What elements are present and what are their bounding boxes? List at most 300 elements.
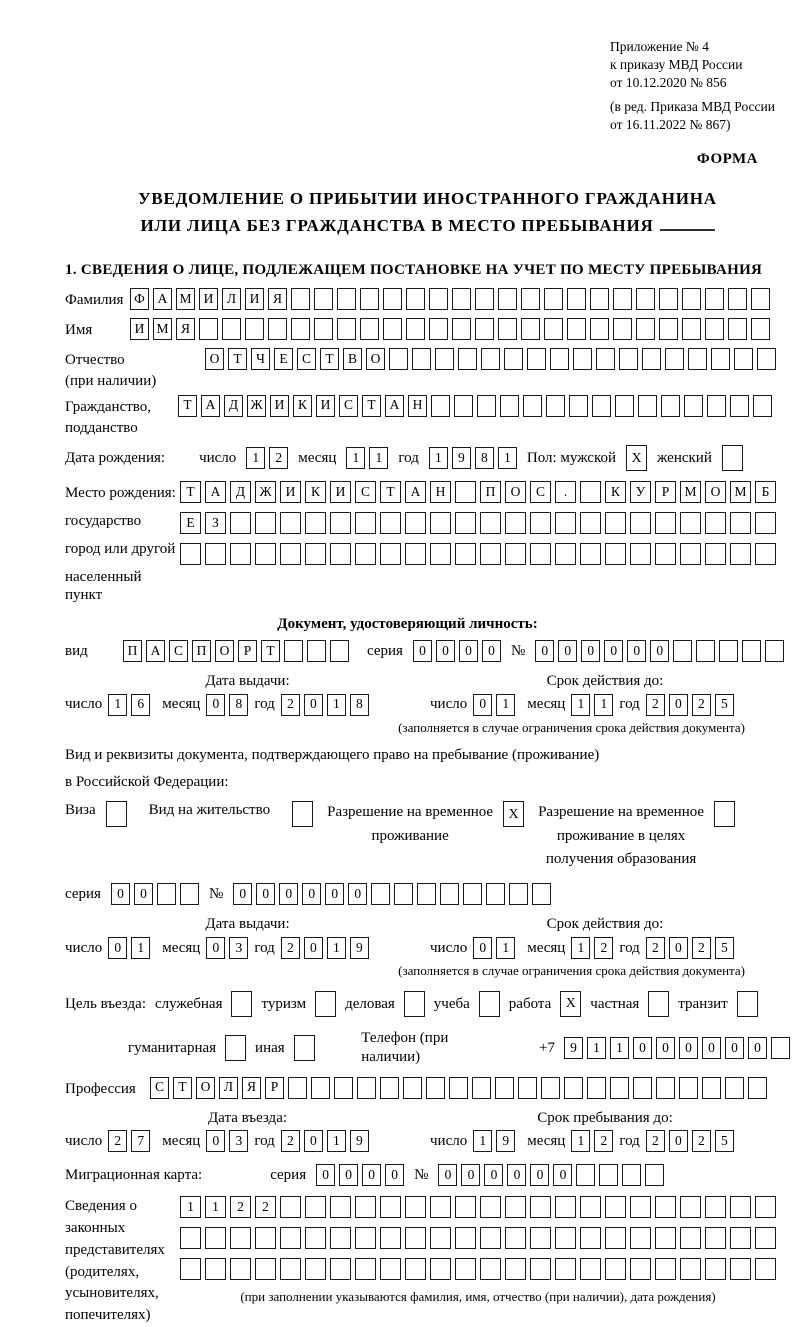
char-cell[interactable]: 0	[304, 1130, 323, 1152]
char-cell[interactable]	[530, 543, 551, 565]
residence-issue-day[interactable]	[108, 937, 150, 959]
char-cell[interactable]	[705, 543, 726, 565]
char-cell[interactable]	[655, 1258, 676, 1280]
char-cell[interactable]: 0	[633, 1037, 652, 1059]
char-cell[interactable]	[580, 481, 601, 503]
char-cell[interactable]: 2	[646, 937, 665, 959]
char-cell[interactable]: 2	[594, 937, 613, 959]
char-cell[interactable]	[523, 395, 542, 417]
char-cell[interactable]	[751, 318, 770, 340]
gender-female-checkbox[interactable]	[722, 445, 743, 471]
char-cell[interactable]	[725, 1077, 744, 1099]
char-cell[interactable]	[180, 543, 201, 565]
char-cell[interactable]: Р	[265, 1077, 284, 1099]
char-cell[interactable]: 2	[692, 937, 711, 959]
char-cell[interactable]	[475, 288, 494, 310]
char-cell[interactable]	[284, 640, 303, 662]
char-cell[interactable]: 0	[604, 640, 623, 662]
char-cell[interactable]: 1	[571, 694, 590, 716]
char-cell[interactable]	[380, 1196, 401, 1218]
char-cell[interactable]: 0	[108, 937, 127, 959]
char-cell[interactable]: 0	[459, 640, 478, 662]
char-cell[interactable]: 2	[108, 1130, 127, 1152]
char-cell[interactable]: М	[153, 318, 172, 340]
char-cell[interactable]	[655, 1196, 676, 1218]
purpose-1-checkbox[interactable]	[231, 991, 252, 1017]
char-cell[interactable]: 9	[496, 1130, 515, 1152]
birth-day-boxes[interactable]	[246, 447, 288, 469]
char-cell[interactable]: 0	[650, 640, 669, 662]
char-cell[interactable]	[305, 1227, 326, 1249]
char-cell[interactable]	[355, 543, 376, 565]
char-cell[interactable]	[230, 512, 251, 534]
char-cell[interactable]: А	[385, 395, 404, 417]
char-cell[interactable]: Д	[224, 395, 243, 417]
purpose-8-checkbox[interactable]	[225, 1035, 246, 1061]
char-cell[interactable]	[205, 1227, 226, 1249]
char-cell[interactable]: П	[123, 640, 142, 662]
char-cell[interactable]: К	[605, 481, 626, 503]
char-cell[interactable]: 9	[350, 937, 369, 959]
char-cell[interactable]: Н	[408, 395, 427, 417]
char-cell[interactable]	[383, 318, 402, 340]
char-cell[interactable]	[555, 1258, 576, 1280]
char-cell[interactable]: 0	[233, 883, 252, 905]
char-cell[interactable]	[655, 543, 676, 565]
char-cell[interactable]: 8	[475, 447, 494, 469]
purpose-4-checkbox[interactable]	[479, 991, 500, 1017]
char-cell[interactable]	[555, 1196, 576, 1218]
char-cell[interactable]: 0	[279, 883, 298, 905]
char-cell[interactable]	[475, 318, 494, 340]
char-cell[interactable]: 0	[256, 883, 275, 905]
legal-reps-row-1[interactable]	[180, 1196, 776, 1218]
char-cell[interactable]	[180, 1258, 201, 1280]
char-cell[interactable]	[405, 512, 426, 534]
char-cell[interactable]	[500, 395, 519, 417]
char-cell[interactable]: 8	[350, 694, 369, 716]
char-cell[interactable]	[371, 883, 390, 905]
char-cell[interactable]	[355, 1258, 376, 1280]
stay-day[interactable]	[473, 1130, 515, 1152]
char-cell[interactable]	[452, 318, 471, 340]
doc-type-boxes[interactable]	[123, 640, 349, 662]
char-cell[interactable]	[360, 288, 379, 310]
char-cell[interactable]: 0	[627, 640, 646, 662]
char-cell[interactable]	[355, 512, 376, 534]
char-cell[interactable]	[449, 1077, 468, 1099]
char-cell[interactable]	[705, 318, 724, 340]
char-cell[interactable]	[753, 395, 772, 417]
char-cell[interactable]: 2	[269, 447, 288, 469]
char-cell[interactable]	[314, 318, 333, 340]
char-cell[interactable]: И	[270, 395, 289, 417]
char-cell[interactable]: 2	[230, 1196, 251, 1218]
name-boxes[interactable]	[130, 318, 770, 340]
char-cell[interactable]	[615, 395, 634, 417]
char-cell[interactable]: 1	[496, 694, 515, 716]
doc-series-boxes[interactable]	[413, 640, 501, 662]
char-cell[interactable]: М	[680, 481, 701, 503]
char-cell[interactable]	[504, 348, 523, 370]
char-cell[interactable]	[546, 395, 565, 417]
char-cell[interactable]: 5	[715, 694, 734, 716]
char-cell[interactable]	[330, 512, 351, 534]
char-cell[interactable]	[605, 1258, 626, 1280]
char-cell[interactable]	[680, 1227, 701, 1249]
residence-valid-month[interactable]	[571, 937, 613, 959]
char-cell[interactable]	[573, 348, 592, 370]
char-cell[interactable]	[705, 512, 726, 534]
char-cell[interactable]	[630, 512, 651, 534]
char-cell[interactable]	[380, 543, 401, 565]
char-cell[interactable]: А	[201, 395, 220, 417]
patronymic-boxes[interactable]	[205, 348, 776, 370]
char-cell[interactable]	[383, 288, 402, 310]
char-cell[interactable]: Ж	[255, 481, 276, 503]
char-cell[interactable]	[599, 1164, 618, 1186]
char-cell[interactable]	[661, 395, 680, 417]
entry-month[interactable]	[206, 1130, 248, 1152]
char-cell[interactable]	[596, 348, 615, 370]
char-cell[interactable]: 2	[255, 1196, 276, 1218]
char-cell[interactable]	[455, 543, 476, 565]
char-cell[interactable]: Т	[180, 481, 201, 503]
char-cell[interactable]: 0	[134, 883, 153, 905]
char-cell[interactable]: Т	[228, 348, 247, 370]
char-cell[interactable]	[405, 543, 426, 565]
char-cell[interactable]	[705, 1227, 726, 1249]
char-cell[interactable]	[291, 318, 310, 340]
char-cell[interactable]	[613, 288, 632, 310]
char-cell[interactable]	[380, 1077, 399, 1099]
char-cell[interactable]	[555, 543, 576, 565]
char-cell[interactable]	[702, 1077, 721, 1099]
char-cell[interactable]	[665, 348, 684, 370]
char-cell[interactable]: Ч	[251, 348, 270, 370]
char-cell[interactable]: 0	[206, 1130, 225, 1152]
char-cell[interactable]: М	[176, 288, 195, 310]
char-cell[interactable]	[180, 1227, 201, 1249]
char-cell[interactable]: 1	[369, 447, 388, 469]
char-cell[interactable]	[481, 348, 500, 370]
char-cell[interactable]: 0	[304, 937, 323, 959]
char-cell[interactable]: О	[505, 481, 526, 503]
char-cell[interactable]	[412, 348, 431, 370]
char-cell[interactable]	[765, 640, 784, 662]
char-cell[interactable]: 1	[327, 694, 346, 716]
char-cell[interactable]	[405, 1258, 426, 1280]
char-cell[interactable]	[541, 1077, 560, 1099]
char-cell[interactable]: 0	[669, 937, 688, 959]
char-cell[interactable]: 0	[484, 1164, 503, 1186]
entry-year[interactable]	[281, 1130, 369, 1152]
char-cell[interactable]	[305, 543, 326, 565]
char-cell[interactable]	[405, 1227, 426, 1249]
birth-month-boxes[interactable]	[346, 447, 388, 469]
char-cell[interactable]	[530, 1227, 551, 1249]
char-cell[interactable]	[337, 288, 356, 310]
char-cell[interactable]: 1	[496, 937, 515, 959]
char-cell[interactable]	[728, 318, 747, 340]
char-cell[interactable]	[655, 512, 676, 534]
char-cell[interactable]	[255, 1258, 276, 1280]
char-cell[interactable]	[430, 543, 451, 565]
char-cell[interactable]	[330, 1227, 351, 1249]
char-cell[interactable]	[555, 1227, 576, 1249]
char-cell[interactable]: 0	[362, 1164, 381, 1186]
char-cell[interactable]: 0	[473, 694, 492, 716]
char-cell[interactable]	[205, 543, 226, 565]
char-cell[interactable]: .	[555, 481, 576, 503]
residence-series-boxes[interactable]	[111, 883, 199, 905]
migration-number-boxes[interactable]	[438, 1164, 664, 1186]
char-cell[interactable]	[480, 1258, 501, 1280]
char-cell[interactable]	[305, 1258, 326, 1280]
char-cell[interactable]	[532, 883, 551, 905]
char-cell[interactable]: 1	[131, 937, 150, 959]
char-cell[interactable]: 0	[581, 640, 600, 662]
char-cell[interactable]	[633, 1077, 652, 1099]
char-cell[interactable]	[719, 640, 738, 662]
char-cell[interactable]: 0	[669, 1130, 688, 1152]
char-cell[interactable]: 2	[281, 937, 300, 959]
char-cell[interactable]: 7	[131, 1130, 150, 1152]
char-cell[interactable]: А	[153, 288, 172, 310]
char-cell[interactable]: 0	[348, 883, 367, 905]
char-cell[interactable]: И	[330, 481, 351, 503]
char-cell[interactable]: С	[355, 481, 376, 503]
char-cell[interactable]	[580, 1196, 601, 1218]
char-cell[interactable]	[426, 1077, 445, 1099]
char-cell[interactable]	[580, 543, 601, 565]
char-cell[interactable]: Б	[755, 481, 776, 503]
char-cell[interactable]: 1	[473, 1130, 492, 1152]
char-cell[interactable]	[480, 512, 501, 534]
residence-permit-checkbox[interactable]	[292, 801, 313, 827]
char-cell[interactable]: Т	[320, 348, 339, 370]
char-cell[interactable]	[730, 395, 749, 417]
char-cell[interactable]	[605, 1196, 626, 1218]
char-cell[interactable]: Р	[655, 481, 676, 503]
char-cell[interactable]: И	[280, 481, 301, 503]
char-cell[interactable]	[157, 883, 176, 905]
char-cell[interactable]	[430, 1196, 451, 1218]
char-cell[interactable]	[630, 1258, 651, 1280]
char-cell[interactable]	[613, 318, 632, 340]
char-cell[interactable]: Т	[261, 640, 280, 662]
char-cell[interactable]	[521, 318, 540, 340]
char-cell[interactable]: 0	[473, 937, 492, 959]
char-cell[interactable]: Н	[430, 481, 451, 503]
char-cell[interactable]	[567, 318, 586, 340]
char-cell[interactable]: О	[705, 481, 726, 503]
purpose-5-checkbox[interactable]: X	[560, 991, 581, 1017]
char-cell[interactable]	[518, 1077, 537, 1099]
char-cell[interactable]	[230, 543, 251, 565]
char-cell[interactable]	[755, 1258, 776, 1280]
char-cell[interactable]	[455, 512, 476, 534]
residence-issue-year[interactable]	[281, 937, 369, 959]
char-cell[interactable]	[477, 395, 496, 417]
purpose-7-checkbox[interactable]	[737, 991, 758, 1017]
char-cell[interactable]	[564, 1077, 583, 1099]
char-cell[interactable]: 2	[692, 694, 711, 716]
char-cell[interactable]	[268, 318, 287, 340]
purpose-6-checkbox[interactable]	[648, 991, 669, 1017]
char-cell[interactable]	[280, 543, 301, 565]
char-cell[interactable]	[592, 395, 611, 417]
char-cell[interactable]	[458, 348, 477, 370]
char-cell[interactable]	[199, 318, 218, 340]
char-cell[interactable]: Ж	[247, 395, 266, 417]
char-cell[interactable]	[305, 1196, 326, 1218]
char-cell[interactable]	[429, 318, 448, 340]
char-cell[interactable]	[288, 1077, 307, 1099]
temp-permit-edu-checkbox[interactable]	[714, 801, 735, 827]
char-cell[interactable]	[394, 883, 413, 905]
char-cell[interactable]	[472, 1077, 491, 1099]
char-cell[interactable]	[728, 288, 747, 310]
identity-issue-day[interactable]	[108, 694, 150, 716]
char-cell[interactable]	[291, 288, 310, 310]
char-cell[interactable]	[730, 543, 751, 565]
char-cell[interactable]	[655, 1227, 676, 1249]
char-cell[interactable]: Л	[222, 288, 241, 310]
purpose-9-checkbox[interactable]	[294, 1035, 315, 1061]
char-cell[interactable]	[222, 318, 241, 340]
char-cell[interactable]	[360, 318, 379, 340]
char-cell[interactable]	[630, 1227, 651, 1249]
birth-year-boxes[interactable]	[429, 447, 517, 469]
char-cell[interactable]	[435, 348, 454, 370]
char-cell[interactable]	[605, 543, 626, 565]
char-cell[interactable]	[311, 1077, 330, 1099]
char-cell[interactable]	[498, 318, 517, 340]
char-cell[interactable]	[480, 1227, 501, 1249]
char-cell[interactable]	[480, 1196, 501, 1218]
char-cell[interactable]	[454, 395, 473, 417]
char-cell[interactable]: В	[343, 348, 362, 370]
char-cell[interactable]: 0	[111, 883, 130, 905]
char-cell[interactable]	[330, 1196, 351, 1218]
char-cell[interactable]: 0	[438, 1164, 457, 1186]
char-cell[interactable]	[498, 288, 517, 310]
birthplace-row-3[interactable]	[180, 543, 776, 565]
char-cell[interactable]	[734, 348, 753, 370]
char-cell[interactable]: 0	[339, 1164, 358, 1186]
char-cell[interactable]	[705, 1196, 726, 1218]
residence-valid-day[interactable]	[473, 937, 515, 959]
char-cell[interactable]	[389, 348, 408, 370]
char-cell[interactable]	[550, 348, 569, 370]
char-cell[interactable]: 2	[281, 694, 300, 716]
stay-year[interactable]	[646, 1130, 734, 1152]
doc-number-boxes[interactable]	[535, 640, 784, 662]
char-cell[interactable]: 5	[715, 937, 734, 959]
char-cell[interactable]	[245, 318, 264, 340]
char-cell[interactable]: 0	[304, 694, 323, 716]
char-cell[interactable]: 0	[385, 1164, 404, 1186]
char-cell[interactable]	[751, 288, 770, 310]
char-cell[interactable]: 0	[325, 883, 344, 905]
residence-number-boxes[interactable]	[233, 883, 551, 905]
char-cell[interactable]: И	[245, 288, 264, 310]
char-cell[interactable]	[680, 1258, 701, 1280]
char-cell[interactable]: 2	[646, 694, 665, 716]
char-cell[interactable]: С	[530, 481, 551, 503]
char-cell[interactable]	[330, 1258, 351, 1280]
char-cell[interactable]	[636, 288, 655, 310]
char-cell[interactable]: 1	[180, 1196, 201, 1218]
char-cell[interactable]	[452, 288, 471, 310]
char-cell[interactable]: 9	[564, 1037, 583, 1059]
char-cell[interactable]	[509, 883, 528, 905]
char-cell[interactable]: 0	[748, 1037, 767, 1059]
char-cell[interactable]: 1	[429, 447, 448, 469]
char-cell[interactable]: 0	[679, 1037, 698, 1059]
char-cell[interactable]: 0	[553, 1164, 572, 1186]
char-cell[interactable]: С	[150, 1077, 169, 1099]
char-cell[interactable]: 6	[131, 694, 150, 716]
char-cell[interactable]: 1	[587, 1037, 606, 1059]
char-cell[interactable]: 1	[498, 447, 517, 469]
char-cell[interactable]: Р	[238, 640, 257, 662]
char-cell[interactable]	[590, 318, 609, 340]
char-cell[interactable]	[659, 318, 678, 340]
char-cell[interactable]: 0	[558, 640, 577, 662]
identity-issue-month[interactable]	[206, 694, 248, 716]
entry-day[interactable]	[108, 1130, 150, 1152]
char-cell[interactable]	[417, 883, 436, 905]
char-cell[interactable]	[521, 288, 540, 310]
surname-boxes[interactable]	[130, 288, 770, 310]
char-cell[interactable]	[544, 318, 563, 340]
char-cell[interactable]	[673, 640, 692, 662]
char-cell[interactable]	[680, 543, 701, 565]
char-cell[interactable]: 1	[610, 1037, 629, 1059]
char-cell[interactable]: 2	[692, 1130, 711, 1152]
char-cell[interactable]	[730, 1196, 751, 1218]
char-cell[interactable]: Т	[362, 395, 381, 417]
char-cell[interactable]: 2	[646, 1130, 665, 1152]
char-cell[interactable]: П	[480, 481, 501, 503]
char-cell[interactable]	[255, 543, 276, 565]
residence-valid-year[interactable]	[646, 937, 734, 959]
char-cell[interactable]	[580, 1258, 601, 1280]
char-cell[interactable]: Я	[176, 318, 195, 340]
char-cell[interactable]: 1	[108, 694, 127, 716]
char-cell[interactable]: А	[146, 640, 165, 662]
char-cell[interactable]	[705, 288, 724, 310]
char-cell[interactable]	[505, 1258, 526, 1280]
char-cell[interactable]: 1	[346, 447, 365, 469]
char-cell[interactable]	[630, 543, 651, 565]
legal-reps-row-2[interactable]	[180, 1227, 776, 1249]
char-cell[interactable]	[230, 1258, 251, 1280]
identity-valid-day[interactable]	[473, 694, 515, 716]
purpose-3-checkbox[interactable]	[404, 991, 425, 1017]
char-cell[interactable]	[622, 1164, 641, 1186]
char-cell[interactable]: И	[316, 395, 335, 417]
char-cell[interactable]: 0	[530, 1164, 549, 1186]
char-cell[interactable]	[619, 348, 638, 370]
char-cell[interactable]	[440, 883, 459, 905]
char-cell[interactable]	[755, 1196, 776, 1218]
char-cell[interactable]: Т	[178, 395, 197, 417]
char-cell[interactable]	[642, 348, 661, 370]
birthplace-row-1[interactable]	[180, 481, 776, 503]
